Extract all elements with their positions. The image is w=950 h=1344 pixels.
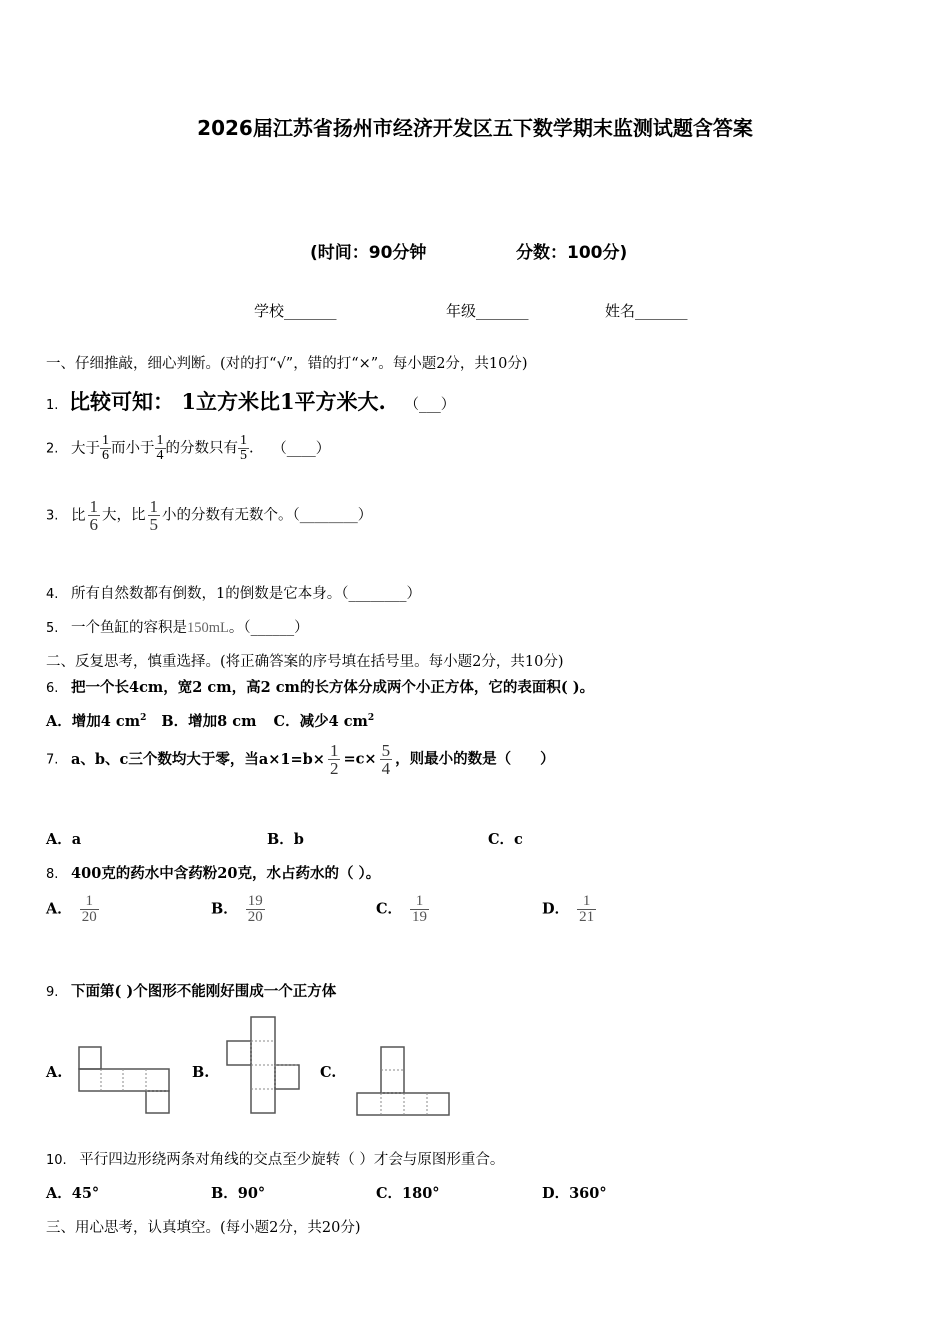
question-number: 3. (46, 508, 59, 524)
question-6-options (46, 710, 374, 731)
question-number: 5. (46, 621, 59, 636)
fraction-five-fourths: $\frac{5}{4}$ (381, 741, 391, 778)
question-text-2: 大，比 (102, 507, 146, 524)
name-field: 姓名_______ (605, 302, 688, 320)
exam-score: 分数：100分) (516, 243, 628, 263)
question-number: 1. (46, 398, 59, 413)
question-text-1: a、b、c三个数均大于零，当a×1=b× (71, 750, 325, 768)
option-b[interactable]: B． $\frac{19}{20}$ (211, 893, 263, 925)
section-1-heading: 一、仔细推敲，细心判断。(对的打“√”，错的打“×”。每小题2分，共10分) (46, 356, 528, 372)
question-text: 下面第( )个图形不能刚好围成一个正方体 (71, 983, 337, 1000)
volume-value: 150mL (187, 620, 229, 636)
cube-net-c (356, 1046, 452, 1118)
question-number: 10. (46, 1153, 67, 1168)
question-text-1: 大于 (71, 440, 101, 457)
fraction-one-fifth: $\frac{1}{5}$ (149, 497, 159, 534)
option-c-label[interactable]: C. (320, 1064, 337, 1081)
question-number: 8. (46, 867, 59, 882)
question-text: 400克的药水中含药粉20克，水占药水的（ ）。 (71, 865, 381, 882)
grade-field: 年级_______ (446, 302, 529, 320)
option-b[interactable]: B．增加8 cm (161, 713, 257, 730)
option-d[interactable]: D． $\frac{1}{21}$ (542, 893, 595, 925)
question-text-1: 一个鱼缸的容积是 (71, 620, 188, 636)
answer-blank: （____） (272, 440, 331, 457)
question-text-4: . (249, 440, 254, 457)
question-text-3: ，则最小的数是（ ） (395, 750, 555, 768)
question-7 (46, 742, 555, 777)
question-9 (46, 980, 336, 1001)
question-text-2: =c× (343, 750, 377, 768)
question-number: 6. (46, 681, 59, 696)
question-text-2: 而小于 (111, 440, 155, 457)
fraction-one-fifth: $\frac{1}{5}$ (240, 433, 248, 463)
option-a[interactable]: A．增加4 $cm^2$ (46, 713, 147, 730)
answer-blank: （___） (404, 397, 456, 413)
section-2-heading: 二、反复思考，慎重选择。(将正确答案的序号填在括号里。每小题2分，共10分) (46, 654, 564, 670)
question-text-2: 。（______） (228, 620, 309, 636)
cube-net-a (78, 1046, 172, 1116)
question-8 (46, 862, 380, 883)
question-6 (46, 676, 594, 697)
question-number: 4. (46, 587, 59, 602)
question-5 (46, 616, 309, 637)
question-4 (46, 582, 421, 603)
option-c[interactable]: C．减少4 $cm^2$ (273, 713, 375, 730)
question-10 (46, 1148, 504, 1169)
question-number: 2. (46, 441, 59, 457)
question-text-3: 小的分数有无数个。（________） (162, 507, 373, 524)
option-b[interactable]: B．90° (211, 1185, 266, 1202)
question-number: 7. (46, 752, 59, 768)
option-d[interactable]: D．360° (542, 1185, 607, 1202)
question-3 (46, 498, 372, 533)
section-3-heading: 三、用心思考，认真填空。(每小题2分，共20分) (46, 1220, 361, 1236)
option-b[interactable]: B．b (267, 831, 304, 848)
question-text-1: 比 (71, 507, 86, 524)
fraction-one-sixth: $\frac{1}{6}$ (89, 497, 99, 534)
cube-net-b (226, 1016, 302, 1116)
fraction-one-fourth: $\frac{1}{4}$ (156, 433, 164, 463)
fraction-one-sixth: $\frac{1}{6}$ (102, 433, 110, 463)
question-text: 平行四边形绕两条对角线的交点至少旋转（ ）才会与原图形重合。 (79, 1152, 505, 1168)
question-2 (46, 434, 330, 463)
fraction-one-half: $\frac{1}{2}$ (329, 741, 339, 778)
option-c[interactable]: C． $\frac{1}{19}$ (376, 893, 428, 925)
option-a[interactable]: A．a (46, 831, 82, 848)
option-a-label[interactable]: A. (46, 1064, 63, 1081)
question-text: 把一个长4cm，宽2 cm，高2 cm的长方体分成两个小正方体，它的表面积( )。 (71, 679, 595, 696)
option-a[interactable]: A． $\frac{1}{20}$ (46, 893, 97, 925)
question-text-3: 的分数只有 (165, 440, 239, 457)
question-text: 所有自然数都有倒数，1的倒数是它本身。（________） (71, 586, 421, 602)
option-c[interactable]: C．180° (376, 1185, 440, 1202)
question-1 (46, 386, 455, 416)
question-number: 9. (46, 985, 59, 1000)
question-text: 比较可知： 1立方米比1平方米大. (69, 389, 386, 414)
option-c[interactable]: C．c (488, 831, 523, 848)
page-title: 2026届江苏省扬州市经济开发区五下数学期末监测试题含答案 (197, 116, 753, 140)
exam-time: (时间：90分钟 (310, 243, 427, 263)
school-field: 学校_______ (254, 302, 337, 320)
option-b-label[interactable]: B. (192, 1064, 210, 1081)
option-a[interactable]: A．45° (46, 1185, 100, 1202)
